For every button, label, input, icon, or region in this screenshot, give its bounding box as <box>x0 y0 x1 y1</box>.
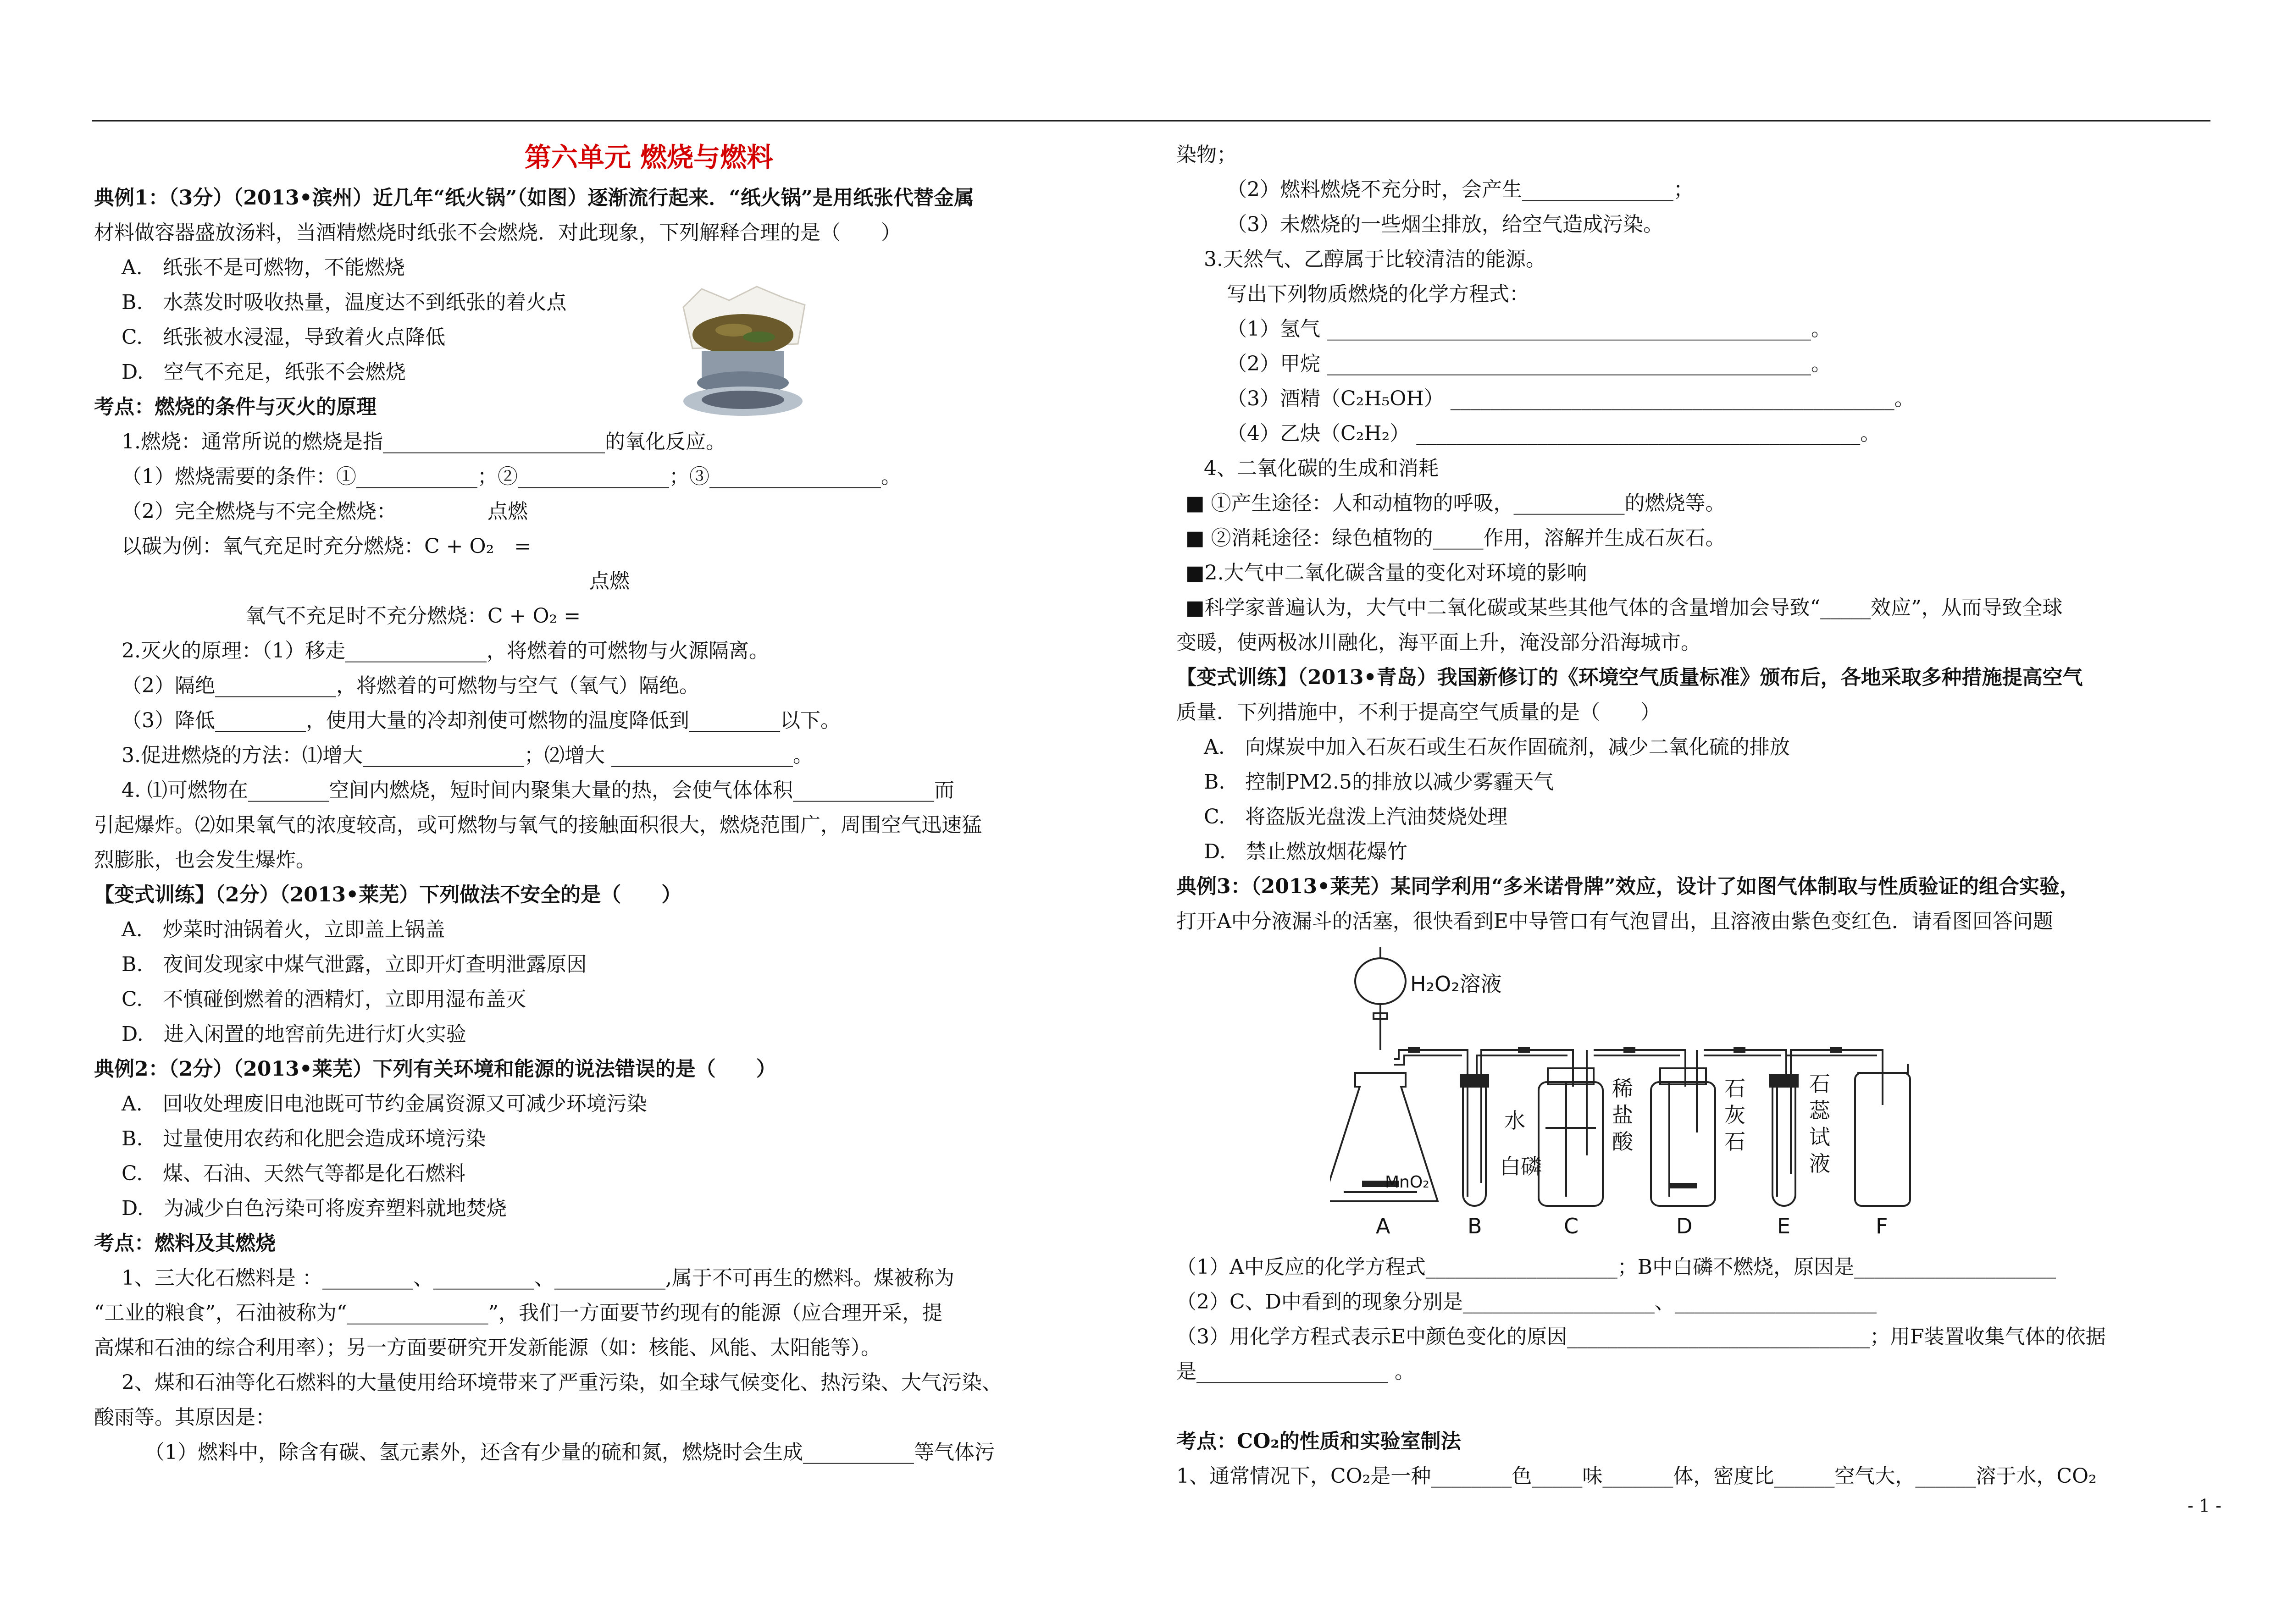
option-b: B. 夜间发现家中煤气泄露，立即开灯查明泄露原因 <box>122 953 587 976</box>
option-a: A. 向煤炭中加入石灰石或生石灰作固硫剂，减少二氧化硫的排放 <box>1204 735 1790 759</box>
dilute-hcl-label: 稀盐酸 <box>1612 1076 1633 1154</box>
kaodian-heading: 考点：CO₂的性质和实验室制法 <box>1176 1430 1461 1453</box>
option-a: A. 纸张不是可燃物，不能燃烧 <box>122 256 405 279</box>
option-b: B. 控制PM2.5的排放以减少雾霾天气 <box>1204 770 1554 794</box>
paper-hotpot-image <box>674 280 812 422</box>
option-a: A. 炒菜时油锅着火，立即盖上锅盖 <box>122 918 445 941</box>
text-line: 1.燃烧：通常所说的燃烧是指______________________的氧化反应。 <box>122 430 726 453</box>
mno2-label: MnO₂ <box>1385 1173 1429 1192</box>
text-line: 4、二氧化碳的生成和消耗 <box>1204 457 1439 480</box>
example-1-heading: 典例1：（3分）（2013•滨州）近几年“纸火锅”（如图）逐渐流行起来．“纸火锅”是用纸张代替金属 <box>94 186 975 210</box>
option-a: A. 回收处理废旧电池既可节约金属资源又可减少环境污染 <box>122 1092 647 1116</box>
text-line: （2）燃料燃烧不充分时，会产生_______________； <box>1227 178 1694 201</box>
text-line: 1、通常情况下，CO₂是一种________色_____味_______体，密度比______空气大，______溶于水，CO₂ <box>1176 1464 2097 1488</box>
text-line: 4. ⑴可燃物在________空间内燃烧，短时间内聚集大量的热，会使气体体积______________而 <box>122 779 954 802</box>
text-line: 2.灭火的原理：（1）移走______________，将燃着的可燃物与火源隔离。 <box>122 639 769 663</box>
option-d: D. 为减少白色污染可将废弃塑料就地焚烧 <box>122 1197 507 1220</box>
apparatus-diagram <box>1330 945 1999 1243</box>
kaodian-heading: 考点：燃料及其燃烧 <box>94 1232 276 1255</box>
text-line: 2、煤和石油等化石燃料的大量使用给环境带来了严重污染，如全球气候变化、热污染、大气污染、 <box>122 1371 1002 1394</box>
kaodian-heading: 考点：燃烧的条件与灭火的原理 <box>94 395 377 419</box>
text-line: （3）降低_________，使用大量的冷却剂使可燃物的温度降低到_________以下。 <box>122 709 841 732</box>
text-line: ■ ②消耗途径：绿色植物的_____作用，溶解并生成石灰石。 <box>1185 526 1726 550</box>
question-line: （2）C、D中看到的现象分别是___________________、____________________ <box>1176 1290 1877 1314</box>
practice-heading: 【变式训练】（2013•青岛）我国新修订的《环境空气质量标准》颁布后，各地采取多种措施提高空气 <box>1176 666 2083 689</box>
text-line: 打开A中分液漏斗的活塞，很快看到E中导管口有气泡冒出，且溶液由紫色变红色．请看图回答问题 <box>1176 910 2053 933</box>
text-line: “工业的粮食”，石油被称为“______________”，我们一方面要节约现有的能源（应合理开采，提 <box>94 1301 942 1325</box>
text-line: 染物； <box>1176 143 1237 166</box>
text-line: 写出下列物质燃烧的化学方程式： <box>1227 282 1529 306</box>
left-column <box>94 138 1149 1470</box>
letter-d: D <box>1676 1214 1693 1238</box>
limestone-label: 石灰石 <box>1724 1076 1745 1154</box>
equation-line-acetylene: （4）乙炔（C₂H₂） ____________________________________________。 <box>1227 422 1881 445</box>
page-number: - 1 - <box>2188 1496 2222 1516</box>
question-line: （3）用化学方程式表示E中颜色变化的原因______________________________；用F装置收集气体的依据 <box>1176 1325 2106 1348</box>
option-c: C. 纸张被水浸湿，导致着火点降低 <box>122 326 446 349</box>
equation-line-hydrogen: （1）氢气 ________________________________________________。 <box>1227 317 1831 341</box>
text-line: 3.促进燃烧的方法：⑴增大________________；⑵增大 __________________。 <box>122 744 813 767</box>
practice-heading: 【变式训练】（2分）（2013•莱芜）下列做法不安全的是（ ） <box>94 883 682 906</box>
right-column <box>1176 138 2213 1494</box>
letter-c: C <box>1564 1214 1579 1238</box>
letter-f: F <box>1876 1214 1888 1238</box>
question-line: （1）A中反应的化学方程式___________________；B中白磷不燃烧，原因是____________________ <box>1176 1255 2056 1279</box>
funnel-label: H₂O₂溶液 <box>1410 972 1502 996</box>
letter-b: B <box>1468 1214 1482 1238</box>
text-line: （1）燃烧需要的条件：①____________；②_______________；③_________________。 <box>122 465 901 488</box>
letter-e: E <box>1777 1214 1791 1238</box>
letter-a: A <box>1376 1214 1390 1238</box>
example-2-heading: 典例2：（2分）（2013•莱芜）下列有关环境和能源的说法错误的是（ ） <box>94 1057 776 1081</box>
text-line: 氧气不充足时不充分燃烧：C + O₂ = <box>245 604 581 628</box>
litmus-label: 石蕊试液 <box>1809 1072 1830 1176</box>
text-line: （2）隔绝____________，将燃着的可燃物与空气（氧气）隔绝。 <box>122 674 699 697</box>
option-c: C. 将盗版光盘泼上汽油焚烧处理 <box>1204 805 1508 829</box>
text-line: 以碳为例：氧气充足时充分燃烧：C + O₂ = <box>122 535 532 558</box>
water-label: 水 <box>1504 1108 1525 1133</box>
text-line: （3）未燃烧的一些烟尘排放，给空气造成污染。 <box>1227 213 1663 236</box>
text-line: 质量．下列措施中，不利于提高空气质量的是（ ） <box>1176 701 1661 724</box>
text-line: （1）燃料中，除含有碳、氢元素外，还含有少量的硫和氮，燃烧时会生成___________等气体污 <box>144 1441 995 1464</box>
text-line: ■2.大气中二氧化碳含量的变化对环境的影响 <box>1185 561 1587 585</box>
text-line: 点燃 <box>589 569 630 593</box>
text-line: （2）完全燃烧与不完全燃烧： 点燃 <box>122 500 528 523</box>
text-line: 酸雨等。其原因是： <box>94 1406 276 1429</box>
option-d: D. 进入闲置的地窖前先进行灯火实验 <box>122 1022 466 1046</box>
text-line: 引起爆炸。⑵如果氧气的浓度较高，或可燃物与氧气的接触面积很大，燃烧范围广，周围空气迅速猛 <box>94 813 982 837</box>
blank-line <box>1176 1389 2213 1424</box>
option-c: C. 煤、石油、天然气等都是化石燃料 <box>122 1162 466 1185</box>
text-line: 烈膨胀，也会发生爆炸。 <box>94 848 316 872</box>
text-line: 变暖，使两极冰川融化，海平面上升，淹没部分沿海城市。 <box>1176 631 1701 654</box>
option-b: B. 水蒸发时吸收热量，温度达不到纸张的着火点 <box>122 291 567 314</box>
equation-line-methane: （2）甲烷 ________________________________________________。 <box>1227 352 1831 376</box>
option-d: D. 禁止燃放烟花爆竹 <box>1204 840 1407 863</box>
page-title: 第六单元 燃烧与燃料 <box>524 142 774 173</box>
text-line: 3.天然气、乙醇属于比较清洁的能源。 <box>1204 248 1546 271</box>
text-line: 高煤和石油的综合利用率）；另一方面要研究开发新能源（如：核能、风能、太阳能等）。 <box>94 1336 881 1359</box>
option-c: C. 不慎碰倒燃着的酒精灯，立即用湿布盖灭 <box>122 988 526 1011</box>
question-line: 是___________________ 。 <box>1176 1360 1415 1383</box>
option-b: B. 过量使用农药和化肥会造成环境污染 <box>122 1127 486 1150</box>
example-3-heading: 典例3：（2013•莱芜）某同学利用“多米诺骨牌”效应，设计了如图气体制取与性质验证的组合实验， <box>1176 875 2080 898</box>
example-1-text: 材料做容器盛放汤料，当酒精燃烧时纸张不会燃烧．对此现象，下列解释合理的是（ ） <box>94 221 901 244</box>
text-line: ■ ①产生途径：人和动植物的呼吸，___________的燃烧等。 <box>1185 492 1726 515</box>
text-line: 1、三大化石燃料是 ：_________、__________、___________,属于不可再生的燃料。煤被称为 <box>122 1266 954 1290</box>
white-phosphorus-label: 白磷 <box>1500 1154 1542 1179</box>
top-rule <box>92 120 2210 122</box>
option-d: D. 空气不充足，纸张不会燃烧 <box>122 360 406 384</box>
text-line: ■科学家普遍认为，大气中二氧化碳或某些其他气体的含量增加会导致“_____效应”，从而导致全球 <box>1185 596 2063 619</box>
equation-line-ethanol: （3）酒精（C₂H₅OH） ____________________________________________。 <box>1227 387 1915 410</box>
